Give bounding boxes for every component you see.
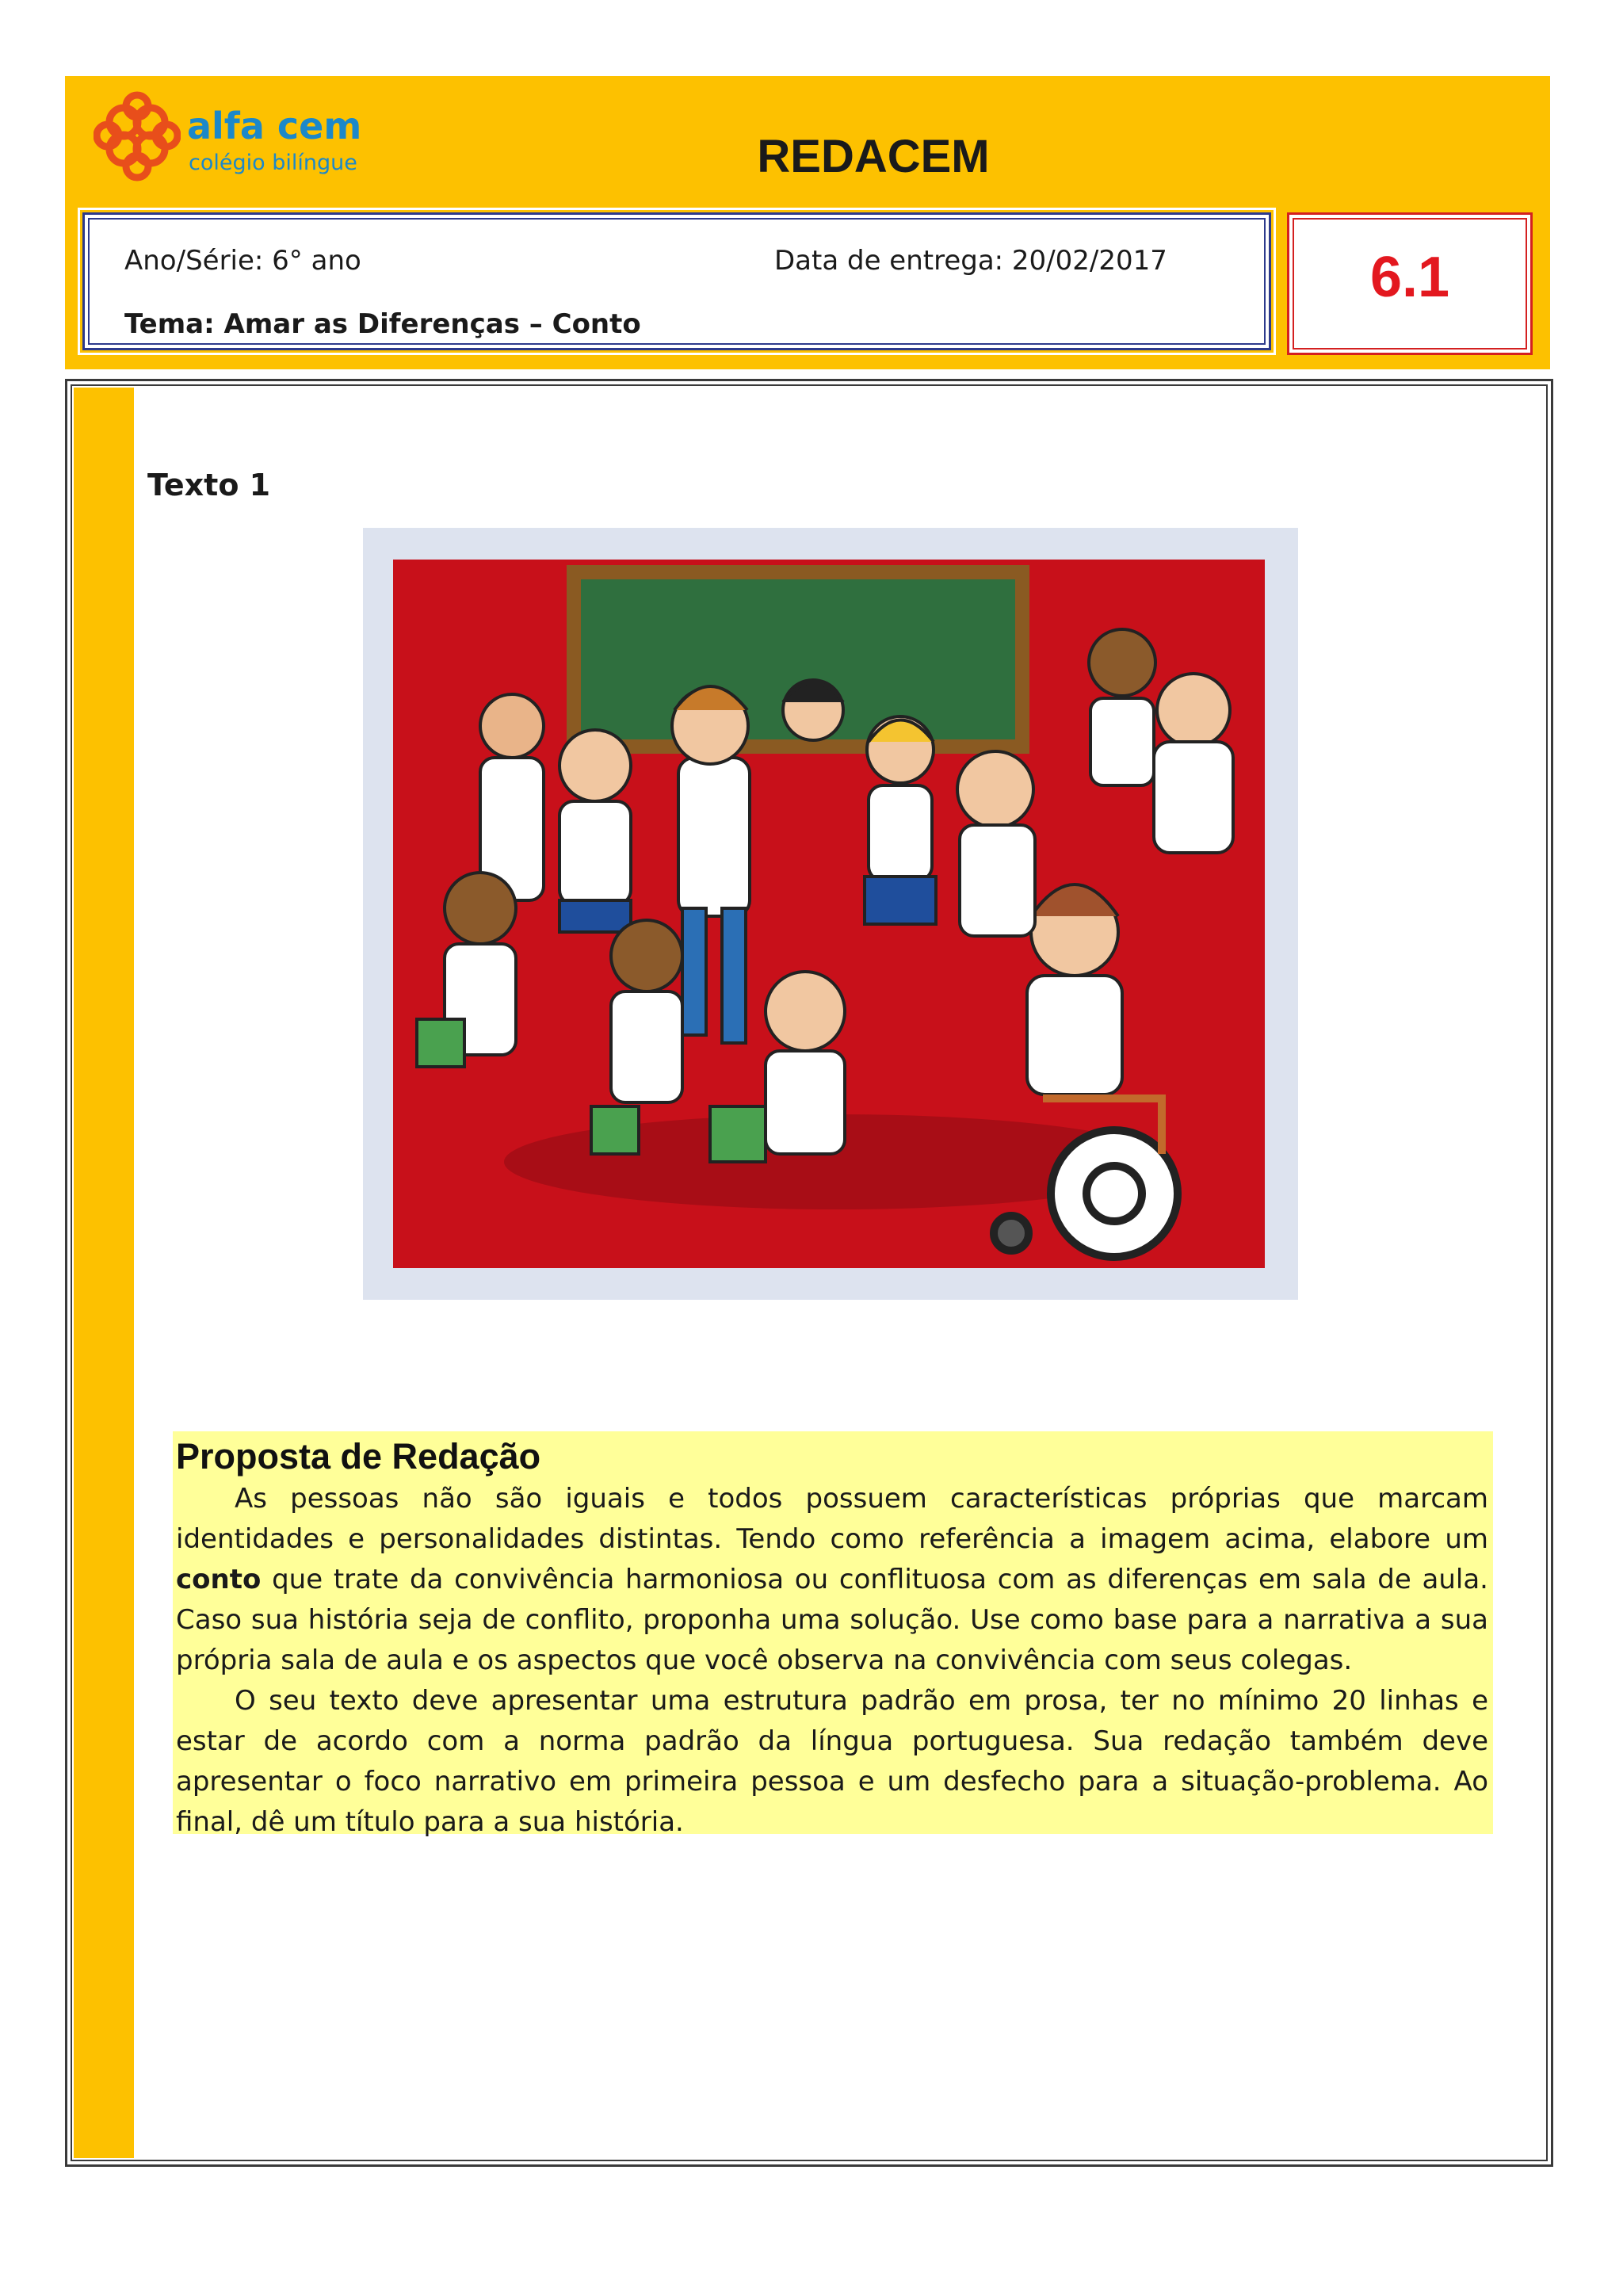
proposal-paragraph-2: O seu texto deve apresentar uma estrutura padrão em prosa, ter no mínimo 20 linhas e estar de acordo com a norma padrão da língua portuguesa. Sua redação também deve apresentar o foco narrativo em primeira pessoa e um desfecho para a situação-problema. Ao final, dê um título para a sua história.: [176, 1685, 1488, 1838]
school-logo: [94, 90, 426, 193]
year-label: Ano/Série: 6° ano: [124, 245, 361, 277]
info-box: [82, 212, 1271, 350]
classroom-illustration-icon: [393, 560, 1265, 1268]
side-stripe: [74, 388, 134, 2158]
proposal-p1-bold: conto: [176, 1564, 262, 1595]
due-date-label: Data de entrega: 20/02/2017: [774, 245, 1167, 277]
grade-box: [1287, 212, 1533, 355]
proposal-p1-start: As pessoas não são iguais e todos possuem características próprias que marcam identidades e personalidades distintas. Tendo como referência a imagem acima, elabore um: [176, 1483, 1488, 1555]
proposal-title: Proposta de Redação: [176, 1436, 541, 1477]
grade-value: 6.1: [1369, 246, 1450, 309]
text1-heading: Texto 1: [147, 468, 271, 502]
proposal-p1-end: que trate da convivência harmoniosa ou conflituosa com as diferenças em sala de aula. Caso sua história seja de conflito, proponha uma solução. Use como base para a narrativa a sua própria sala de aula e os aspectos que você observa na convivência com seus colegas.: [176, 1564, 1488, 1676]
logo-tagline: colégio bilíngue: [189, 151, 357, 175]
page-title: REDACEM: [757, 131, 990, 182]
proposal-box: [173, 1431, 1493, 1838]
header-band: [65, 76, 1550, 369]
proposal-body: [176, 1479, 1488, 1843]
illustration-frame: [363, 528, 1298, 1300]
logo-mark-icon: [94, 90, 181, 185]
proposal-paragraph-1: [176, 1479, 1488, 1681]
theme-label: Tema: Amar as Diferenças – Conto: [124, 308, 641, 340]
logo-wordmark: alfa cem: [187, 105, 362, 147]
